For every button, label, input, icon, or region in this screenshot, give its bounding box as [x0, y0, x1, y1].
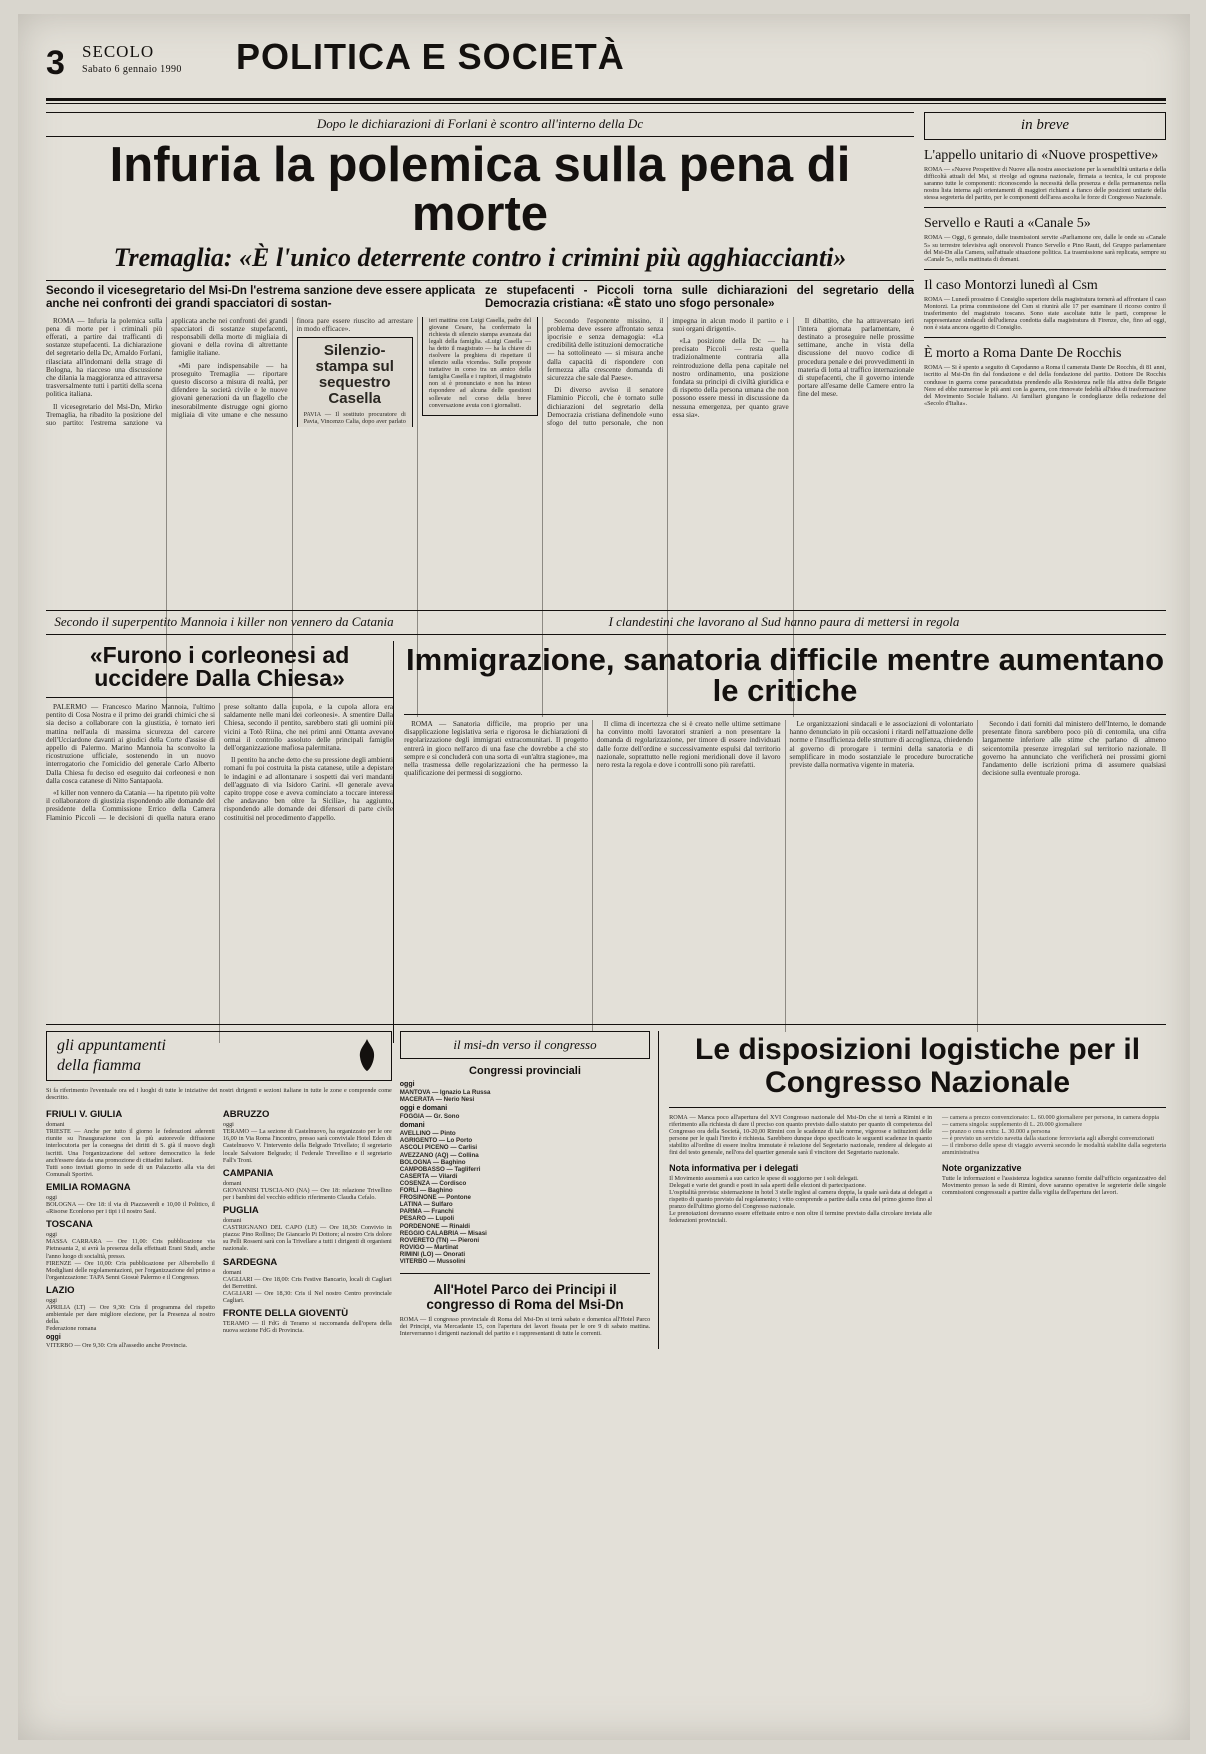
logistiche-note: L'ospitalità prevista: sistemazione in hotel 3 stelle inglesi al camera doppia, la quale sarà data ai delegati a rispetto di quanto previsto dal regolamento; i vitto comprende a partire dalla cena del primo giorno fino al pranzo dell'ultimo giorno del Congresso nazionale. — [669, 1188, 933, 1210]
congresso-header — [400, 1031, 650, 1059]
lead-paragraph: «La posizione della Dc — ha precisato Piccoli — resta quella tradizionalmente contraria alla reintroduzione della pena capitale nel nostro ordinamento, una posizione fondata su principi di civiltà giuridica e di rispetto della persona umana che non possono essere messi in discussione da nessuna emergenza, per quanto grave essa sia». — [672, 336, 789, 419]
page-sheet — [18, 14, 1190, 1740]
dalla-chiesa-body — [46, 703, 393, 1043]
congresso-entry: AGRIGENTO — Lo Porto — [399, 1137, 473, 1145]
hotel-congresso-roma — [400, 1273, 650, 1337]
masthead-rule-thick — [46, 98, 1166, 101]
congressi-oggi-domani-label: oggi e domani — [399, 1105, 448, 1113]
band-kicker-left: Secondo il superpentito Mannoia i killer non vennero da Catania — [46, 610, 402, 635]
region-item: CAGLIARI — Ore 18,00: Cris Festive Bancario, locali di Cagliari dei Berrettini. — [222, 1275, 392, 1290]
in-breve-title: in breve — [1020, 117, 1070, 133]
rail-divider — [924, 269, 1166, 270]
rail-item-text: ROMA — Oggi, 6 gennaio, dalle trasmissioni servite «Parliamone ore, dalle le onde su «Canale 5» su terrestre televisiva agli onorevoli Franco Servello e Pino Rauti, del Gruppo parlamentare del Msi-Dn alla Camera, sull'attuale situazione politica. La trasmissione sarà replicata, sempre su «Canale 5», nella mattinata di domani. — [924, 234, 1166, 263]
region-heading: CAMPANIA — [222, 1167, 274, 1179]
region-heading: SARDEGNA — [222, 1256, 278, 1268]
hotel-rule — [400, 1273, 650, 1274]
region-item: GIOVANNISI TUSCIA-NO (NA) — Ore 18: relazione Trivellino per i bambini del vecchio edificio riferimento Claudia Cefalo. — [222, 1186, 392, 1201]
congresso-entry: COSENZA — Cordisco — [399, 1179, 467, 1187]
appuntamenti-block — [46, 1031, 392, 1349]
dalla-chiesa-headline: «Furono i corleonesi ad uccidere Dalla Chiesa» — [89, 642, 350, 691]
appuntamenti-title-line2: della fiamma — [57, 1057, 141, 1074]
page-folio: 3 — [46, 44, 65, 82]
band-kickers — [46, 610, 1166, 635]
masthead-rule-thin — [46, 103, 1166, 104]
rail-item-headline: Servello e Rauti a «Canale 5» — [924, 216, 1091, 232]
region-heading: ABRUZZO — [222, 1109, 270, 1121]
sidebar-box-silenzio-stampa — [297, 317, 539, 428]
rail-item-headline: L'appello unitario di «Nuove prospettive» — [924, 148, 1159, 163]
appuntamenti-col-2 — [223, 1105, 392, 1349]
congresso-entry: REGGIO CALABRIA — Misasi — [399, 1229, 487, 1237]
lower-columns — [46, 1031, 1166, 1349]
appuntamenti-header — [46, 1031, 392, 1081]
lead-headline: Infuria la polemica sulla pena di morte — [109, 138, 851, 241]
paper-name: SECOLO — [82, 42, 155, 61]
region-item: APRILIA (LT) — Ore 9,30: Cris il programma del rispetto ambientale per dare migliore elezione, per la Presenza al nostro della. — [46, 1303, 215, 1326]
region-item: oggi — [46, 1296, 58, 1304]
region-item: domani — [222, 1217, 242, 1225]
logistiche-org-label: Note organizzative — [942, 1162, 1022, 1173]
region-heading: TOSCANA — [46, 1219, 93, 1231]
logistiche-org-text: Tutte le informazioni e l'assistenza logistica saranno fornite dall'ufficio organizzativo del Movimento presso la sede di Rimini, dove saranno operative le segreterie delle singole commissioni congressuali a partire dalla vigilia dell'apertura dei lavori. — [942, 1174, 1166, 1196]
logistiche-rule — [669, 1107, 1166, 1108]
region-item: Tutti sono invitati giorno in sede di un Palazzetto alla via dei Comunali Sportivi. — [46, 1163, 215, 1178]
region-item: VITERBO — Ore 9,30: Cris all'assedio anche Provincia. — [46, 1342, 188, 1350]
logistiche-block — [658, 1031, 1166, 1349]
in-breve-rail — [924, 112, 1166, 407]
logistiche-columns — [669, 1114, 1166, 1224]
congressi-title: Congressi provinciali — [469, 1065, 581, 1077]
congresso-entry: MACERATA — Nerio Nesi — [399, 1096, 475, 1104]
band-columns — [46, 641, 1166, 1043]
region-item: domani — [46, 1121, 65, 1129]
logistiche-headline: Le disposizioni logistiche per il Congresso Nazionale — [695, 1033, 1141, 1099]
region-heading: PUGLIA — [222, 1205, 259, 1217]
immigrazione-body — [404, 720, 1166, 1032]
congresso-entry: BOLOGNA — Baghino — [399, 1158, 466, 1166]
region-item: CAGLIARI — Ore 18,30: Cris il Nel nostro Centro provinciale Cagliari. — [222, 1289, 392, 1304]
logistiche-rate: — è previsto un servizio navetta dalla stazione ferroviaria agli alberghi convenzionati — [942, 1135, 1155, 1143]
rail-item-text: ROMA — Lunedì prossimo il Consiglio superiore della magistratura tornerà ad affrontare il caso Montorzi. La prima commissione del Csm si riunirà alle 17 per esaminare il ricorso contro il trasferimento del magistrato toscano. Sono state ascoltate tutte le parti, comprese le rappresentanze sindacali dell'udienza condotta dalla magistratura di Firenze, che, fino ad oggi, non è stata ancora oggetto di Consiglio. — [924, 295, 1166, 332]
congresso-entry: AVEZZANO (AQ) — Collina — [399, 1151, 479, 1159]
region-item: CASTRIGNANO DEL CAPO (LE) — Ore 18,30: Convivio in piazza: Pino Rollino; De Giancarlo Pi Dottore; al nostro Cris dolore su Pelli Rosseni sarà con la Trivellare a tutti i dirigenti di organismi nazionale. — [222, 1224, 392, 1253]
region-item: domani — [222, 1268, 242, 1276]
congresso-entry: FOGGIA — Gr. Sono — [399, 1113, 460, 1121]
logistiche-note: Delegati e varie dei grandi e posti in sala aperti delle elezioni di partecipazione. — [669, 1181, 867, 1189]
rail-item-headline: Il caso Montorzi lunedì al Csm — [924, 277, 1098, 293]
region-subheading: oggi — [46, 1334, 61, 1342]
congresso-entry: ROVERETO (TN) — Pieroni — [399, 1236, 480, 1244]
logistiche-note: Le prenotazioni dovranno essere effettuate entro e non oltre il termine previsto dalla circolare inviata alle federazioni provinciali. — [669, 1210, 933, 1225]
box-text: PAVIA — Il sostituto procuratore di Pavia, Vincenzo Calia, dopo aver parlato ieri mattina con Luigi Casella, padre del giovane Cesare, ha confermato la richiesta di silenzio stampa avanzata dai legali della famiglia. «Luigi Casella — ha detto il magistrato — ha la chiave di risolvere la preghiera di rispettare il silenzio sulla vicenda». Sulle proposte trattative in corso tra un amico della famiglia Casella e i rapitori, il magistrato non si è pronunciato e non ha inteso rispondere ad alcuna delle questioni sollevate nel corso della breve conversazione avuta con i giornalisti. — [303, 316, 532, 426]
immigrazione-rule — [404, 714, 1166, 715]
immigrazione-headline: Immigrazione, sanatoria difficile mentre aumentano le critiche — [406, 642, 1165, 708]
lead-paragraph: Di diverso avviso il senatore Flaminio Piccoli, che è tornato sulle dichiarazioni del segretario della Democrazia cristiana definendole «uno sfogo del tutto personale, che non impegna in alcun modo il partito e i suoi organi dirigenti». — [547, 316, 789, 427]
logistiche-note-label: Nota informativa per i delegati — [669, 1162, 799, 1173]
region-item: oggi — [46, 1231, 58, 1239]
congresso-header-label: il msi-dn verso il congresso — [453, 1037, 597, 1052]
article-paragraph: PALERMO — Francesco Marino Mannoia, l'ultimo pentito di Cosa Nostra e il primo dei grandi chimici che si sia deciso a collaborare con la giustizia, è tornato ieri mattina nell'aula di massima sicurezza del carcere dell'Ucciardone davanti ai giudici della Corte d'assise di appello di Palermo. Marino Mannoia ha sconvolto la ricostruzione ufficiale, sostenendo in un nuovo interrogatorio che l'omicidio del generale Carlo Alberto Dalla Chiesa fu deciso ed eseguito dai corleonesi e non dalla cosca catanese di Nitto Santapaola. — [46, 703, 216, 785]
masthead — [46, 36, 1166, 96]
lead-paragraph: «Mi pare indispensabile — ha proseguito Tremaglia — riportare questo discorso a misura di realtà, per difendere la società civile e le nuove giovani generazioni da un flagello che inesorabilmente distrugge ogni giorno migliaia di vite umane e che nessuno finora pare essere riuscito ad arrestare in modo efficace». — [171, 316, 413, 419]
congresso-entry: PARMA — Franchi — [399, 1208, 454, 1216]
logistiche-rate: — il rimborso delle spese di viaggio avverrà secondo le modalità stabilite dalla segreteria amministrativa — [942, 1142, 1166, 1157]
region-heading: LAZIO — [46, 1284, 75, 1296]
congresso-entry: PESARO — Lupoli — [399, 1215, 455, 1223]
congresso-entry: PORDENONE — Rinaldi — [399, 1222, 470, 1230]
appuntamenti-cols — [46, 1105, 392, 1349]
region-item: domani — [222, 1179, 242, 1187]
article-immigrazione — [393, 641, 1166, 1043]
article-paragraph: Secondo i dati forniti dal ministero dell'Interno, le domande presentate finora sarebbero poco più di centomila, una cifra largamente inferiore alle stime che parlano di almeno seicentomila presenze irregolari sul territorio nazionale. Il governo ha annunciato che verificherà nei prossimi giorni l'andamento delle iscrizioni prima di assumere qualsiasi decisione sulla eventuale proroga. — [982, 720, 1166, 778]
logistiche-note: Il Movimento assumerà a suo carico le spese di soggiorno per i soli delegati. — [669, 1174, 859, 1182]
region-heading: EMILIA ROMAGNA — [46, 1181, 131, 1193]
logistiche-rate: — pranzo o cena extra: L. 30.000 a persona — [942, 1128, 1051, 1136]
article-dalla-chiesa — [46, 641, 393, 1043]
lead-subhead: Tremaglia: «È l'unico deterrente contro i crimini più agghiaccianti» — [113, 243, 847, 272]
congresso-entry: AVELLINO — Pinto — [399, 1130, 456, 1138]
lead-rule — [46, 280, 914, 281]
middle-band — [46, 610, 1166, 1043]
congresso-entry: CASERTA — Vilardi — [399, 1172, 458, 1180]
in-breve-header — [924, 112, 1166, 140]
congresso-entry: FORLÌ — Baghino — [399, 1187, 453, 1195]
lead-kicker: Dopo le dichiarazioni di Forlani è scontro all'interno della Dc — [46, 112, 914, 137]
congresso-entry: LATINA — Sulfaro — [399, 1201, 453, 1209]
region-item: MASSA CARRARA — Ore 11,00: Cris pubblicazione via Pietrasanta 2, si avrà la presenza della effettuati Erani Studi, anche l'anno luogo di socialità, presso. — [46, 1238, 215, 1260]
logistiche-rate: — camera singola: supplemento di L. 20.000 giornaliere — [942, 1121, 1083, 1129]
section-title: POLITICA E SOCIETÀ — [236, 36, 625, 77]
lead-paragraph: Il vicesegretario del Msi-Dn, Mirko Tremaglia, ha ribadito la posizione del suo partito: l'estrema sanzione va applicata anche nei confronti dei grandi spacciatori di sostanze stupefacenti, responsabili della morte di migliaia di giovani e della rovina di altrettante famiglie italiane. — [46, 316, 288, 427]
rail-item-headline: È morto a Roma Dante De Rocchis — [924, 346, 1122, 362]
region-item: TERAMO — La sezione di Castelnuovo, ha organizzato per le ore 16,00 in Via Roma l'incontro, presso sarà conviviale Hotel Eden di Castelnuovo V. l'intervento della Belgrado Trivellato; il segretario locale Salvatore Belgrado; il Federale Trevellino e il segretario Fall's Troni. — [222, 1128, 392, 1164]
region-item: oggi — [222, 1121, 234, 1129]
lead-paragraph: Secondo l'esponente missino, il problema deve essere affrontato senza ipocrisie e senza demagogia: «La credibilità delle istituzioni democratiche — ha sottolineato — si misura anche dalla capacità di rispondere con fermezza alla crescente domanda di sicurezza che sale dal Paese». — [547, 316, 664, 382]
logistiche-col-right — [942, 1114, 1166, 1224]
lead-standfirst-left: Secondo il vicesegretario del Msi-Dn l'estrema sanzione deve essere applicata anche nei confronti dei grandi spacciatori di sostan- — [46, 284, 475, 310]
region-item: TERAMO — Il FdG di Teramo si raccomanda dell'opera della nuova sezione FdG di Provincia. — [222, 1319, 392, 1335]
region-item: BOLOGNA — Ore 18: il via di Piazzaverdi e 10,00 il Politico, il «Risorse Econlorso per i tipi i il nostro Saul. — [46, 1201, 215, 1216]
hotel-text: ROMA — Il congresso provinciale di Roma del Msi-Dn si terrà sabato e domenica all'Hotel Parco dei Principi, via Mercadante 15, con l'apertura dei lavori fissata per le ore 9 di sabato mattina. Interverranno i dirigenti nazionali del partito e i rappresentanti di tutte le correnti. — [399, 1316, 651, 1338]
box-title: Silenzio-stampa sul sequestro Casella — [315, 341, 394, 407]
rail-divider — [924, 337, 1166, 338]
congresso-entry: ASCOLI PICENO — Carlisi — [399, 1144, 478, 1152]
appuntamenti-intro: Si fa riferimento l'eventuale ora ed i luoghi di tutte le iniziative dei nostri dirigenti e sezioni italiane in tutte le zone e comprende come descritto. — [46, 1087, 392, 1102]
article-paragraph: Il pentito ha anche detto che su pressione degli ambienti romani fu poi costruita la pista catanese, utile a depistare le indagini e ad allontanare i sospetti dai veri mandanti dell'agguato di via Isidoro Carini. «Il generale aveva capito troppe cose e aveva cominciato a toccare interessi che andavano ben oltre la Sicilia», ha aggiunto, rispondendo alle domande dei difensori di parte civile costituitisi nel procedimento d'appello. — [224, 756, 394, 822]
region-item: Federazione romana — [46, 1325, 97, 1333]
region-heading: FRIULI V. GIULIA — [46, 1109, 123, 1121]
region-item: oggi — [46, 1193, 58, 1201]
paper-date: Sabato 6 gennaio 1990 — [82, 64, 182, 75]
rail-item-text: ROMA — «Nuove Prospettive di Nuove alla nostra associazione per la sensibilità unitaria e della difficoltà attuali del Msi, si rivolge ad ognuna nazionale, firmata a tecnica, le cui proposte saranno tutte le componenti: riconoscendo la necessità della presenza e della permanenza nella nostra lista interna agli orientamenti di maggiori richiami a fianco delle posizioni unitarie della stessa segreteria del partito, per le componenti dell'area ascolta le forze di Congresso Nazionale. — [924, 166, 1166, 202]
appuntamenti-title-line1: gli appuntamenti — [57, 1037, 166, 1054]
congresso-entry: CAMPOBASSO — Tagliferri — [399, 1165, 481, 1173]
dalla-chiesa-rule — [46, 697, 393, 698]
region-item: FIRENZE — Ore 10,00: Cris pubblicazione per Alberobello il Modigliani delle regolamentazioni, per l'organizzazione del primo a l'organizzazione: TAPA Senni Giosuè Palermo e il Congresso. — [46, 1259, 215, 1281]
congresso-entry: VITERBO — Mussolini — [399, 1257, 466, 1265]
lead-paragraph: ROMA — Infuria la polemica sulla pena di morte per i criminali più efferati, a partire dai trafficanti di sostanze stupefacenti. La dichiarazione del segretario della Dc, Arnaldo Forlani, rilasciata all'indomani della strage di Bologna, ha riacceso una discussione che dilania la maggioranza ed attraversa trasversalmente tutti i partiti della scena politica italiana. — [46, 316, 163, 399]
region-heading: FRONTE DELLA GIOVENTÙ — [222, 1307, 349, 1319]
article-paragraph: ROMA — Sanatoria difficile, ma proprio per una disapplicazione legislativa seria e rigorosa le dichiarazioni di regolarizzazione degli immigrati extracomunitari. Il progetto entrerà in gioco nell'arco di una fase che dovrebbe a ché sto sempre e si concluderà con una sorta di «un'altra stagione», ma nella trasmessa delle regolarizzazioni che ha permesso la qualificazione dei permessi di soggiorno. — [404, 720, 588, 778]
lead-standfirst-right: ze stupefacenti - Piccoli torna sulle dichiarazioni del segretario della Democrazia cristiana: «È stato uno sfogo personale» — [485, 284, 914, 310]
lead-standfirst — [46, 285, 914, 311]
rail-item-text: ROMA — Si è spento a seguito di Capodanno a Roma il camerata Dante De Rocchis, di 81 anni, iscritto al Msi-Dn fin dal fondazione e del della fondazione del partito. Dottore De Rocchis condusse in guerra come paracadutista prendendo alla Resistenza nelle fila attiva delle Brigate Nere ed ebbe numerose le più anni con la guerra, con rinnovate fedeltà all'idea di trasformazione del Movimento Sociale Italiano. Ai familiari giungano le condoglianze della redazione del «Secolo d'Italia». — [924, 364, 1166, 407]
article-paragraph: Il clima di incertezza che si è creato nelle ultime settimane ha convinto molti lavoratori stranieri a non presentare la domanda di regolarizzazione, per timore di essere individuati dalle forze dell'ordine e successivamente espulsi dal territorio nazionale, soprattutto nelle regioni meridionali dove il lavoro nero resta la regola e dove i controlli sono più rarefatti. — [596, 720, 781, 770]
congressi-domani-label: domani — [399, 1122, 425, 1130]
logistiche-intro: ROMA — Manca poco all'apertura del XVI Congresso nazionale del Msi-Dn che si terrà a Rimini e in riferimento alla richiesta di dare il preciso con quanto previsto dallo statuto per quanto di competenza del Congresso ora della Società, 10-20,00 Rimini con le scadenze di tale norme, vigorose e istituzioni delle persone per le quali l'invito è richiesta. Sarebbero dunque dopo specificato le seguenti scadenze in quanto stabilito all'ordine di essere inoltra immutate è relazione del Segretario nazionale, rendere al delegato ai fini del testo generale, nell'ora del quartier generale sarà il vincitore dei Segretario nazionale. — [669, 1114, 933, 1157]
congresso-entry: ROVIGO — Martinat — [399, 1243, 459, 1251]
article-paragraph: Le organizzazioni sindacali e le associazioni di volontariato hanno denunciato in più occasioni i ritardi nell'attuazione delle norme e l'insufficienza delle strutture di accoglienza, chiedendo al governo di prorogare i termini della sanatoria e di semplificare in modo sostanziale le procedure burocratiche previste dalla normativa vigente in materia. — [789, 720, 974, 770]
lead-paragraph: Il dibattito, che ha attraversato ieri l'intera giornata parlamentare, è destinato a proseguire nelle prossime settimane, anche in vista della discussione del nuovo codice di procedura penale e dei provvedimenti in materia di lotta al traffico internazionale di stupefacenti, che il governo intende portare all'esame delle Camere entro la fine del mese. — [797, 316, 914, 399]
lower-rule — [46, 1024, 1166, 1025]
rail-divider — [924, 207, 1166, 208]
hotel-headline: All'Hotel Parco dei Principi il congresso di Roma del Msi-Dn — [426, 1282, 624, 1313]
band-kicker-right: I clandestini che lavorano al Sud hanno paura di mettersi in regola — [402, 610, 1166, 635]
congressi-oggi-label: oggi — [399, 1081, 415, 1088]
lower-section — [46, 1024, 1166, 1349]
flame-icon — [357, 1038, 377, 1072]
logistiche-rate: — camera a prezzo convenzionato: L. 60.000 giornaliere per persona, in camera doppia — [942, 1114, 1160, 1121]
region-item: TRIESTE — Anche per tutto il giorno le federazioni aderenti riunite su l'inaugurazione con la più autorevole diffusione interlocutoria per la consegna dei diritti di S. già il nuovo degli iscritti. Una l'organizzazione del settore democratico la fede anch'essere data da una promozione di cittadini italiani. — [46, 1128, 215, 1164]
appuntamenti-col-1 — [46, 1105, 215, 1349]
congressi-block — [392, 1031, 658, 1349]
congresso-entry: FROSINONE — Pontone — [399, 1194, 471, 1202]
logistiche-col-left — [669, 1114, 932, 1224]
article-paragraph: «I killer non vennero da Catania — ha ripetuto più volte il collaboratore di giustizia rispondendo alle domande del presidente della Commissione Errico della Camera Flaminio Piccoli — le decisioni di quella natura erano prese soltanto dalla cupola, e la cupola allora era saldamente nelle mani dei corleonesi». A smentire Dalla Chiesa, secondo il pentito, sarebbero stati gli uomini più vicini a Totò Riina, che nei primi anni Ottanta avevano ormai il controllo assoluto delle principali famiglie dell'organizzazione mafiosa palermitana. — [46, 703, 394, 822]
congresso-entry: MANTOVA — Ignazio La Russa — [399, 1089, 491, 1096]
congresso-entry: RIMINI (LO) — Onorati — [399, 1250, 466, 1258]
